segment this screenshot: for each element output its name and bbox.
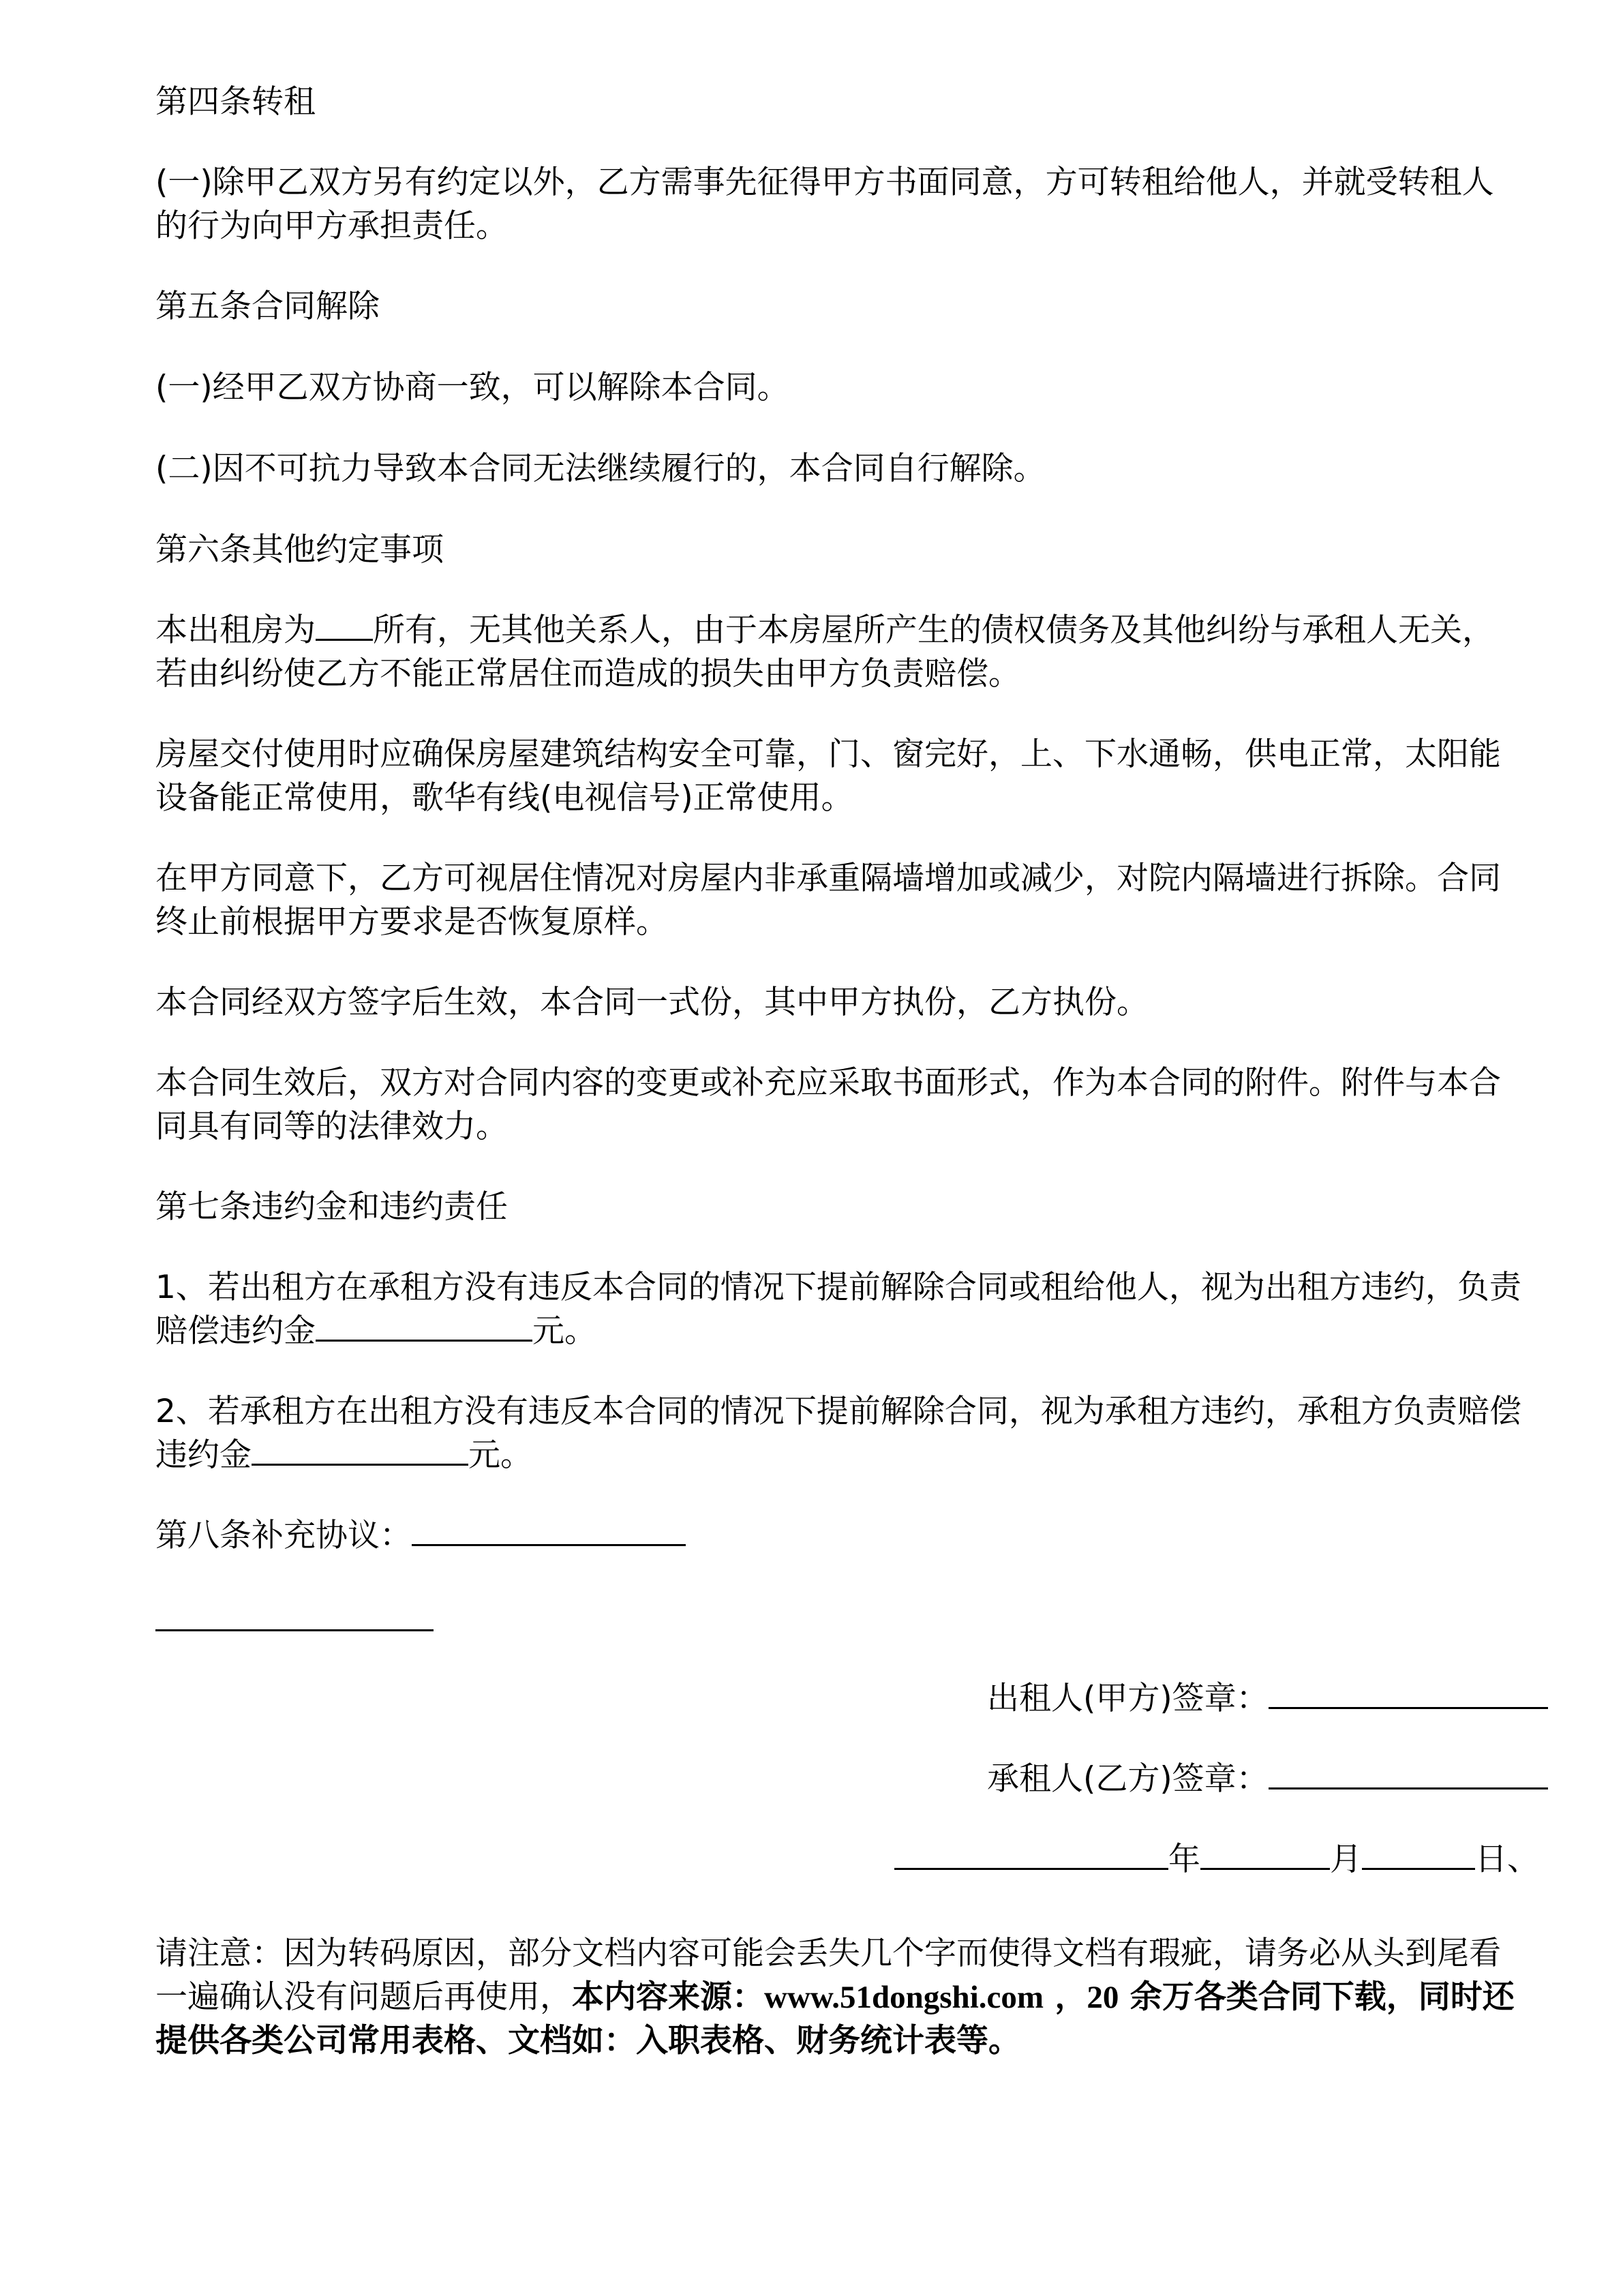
notice-text-d: ， <box>1044 1978 1087 2016</box>
article7-p1-text-b: 元。 <box>532 1312 596 1350</box>
article7-title: 第七条违约金和违约责任 <box>155 1188 508 1226</box>
article4-p1-line2: 的行为向甲方承担责任。 <box>155 207 508 245</box>
article7-p2-text-a: 违约金 <box>155 1436 252 1474</box>
article6-p1-line1 <box>155 609 1560 652</box>
article6-p3-line1: 在甲方同意下，乙方可视居住情况对房屋内非承重隔墙增加或减少，对院内隔墙进行拆除。合同 <box>155 860 1501 897</box>
penalty-amount-blank-2[interactable] <box>252 1434 468 1466</box>
supplement-continuation-line[interactable] <box>155 1629 434 1631</box>
notice-text-f: 余万各类合同下载，同时还 <box>1119 1978 1515 2016</box>
article5-title: 第五条合同解除 <box>155 288 380 325</box>
article7-p2-line1: 2、若承租方在出租方没有违反本合同的情况下提前解除合同，视为承租方违约，承租方负责赔偿 <box>155 1393 1521 1430</box>
notice-line3: 提供各类公司常用表格、文档如：入职表格、财务统计表等。 <box>155 2022 1020 2059</box>
year-blank[interactable] <box>894 1838 1168 1870</box>
article6-p5-line2: 同具有同等的法律效力。 <box>155 1108 508 1145</box>
article6-p1-text-b: 所有，无其他关系人，由于本房屋所产生的债权债务及其他纠纷与承租人无关， <box>373 611 1494 649</box>
lessee-signature-line <box>987 1757 1548 1801</box>
article7-p1-line2 <box>155 1310 1560 1353</box>
penalty-amount-blank-1[interactable] <box>316 1310 532 1342</box>
article6-title: 第六条其他约定事项 <box>155 531 444 569</box>
article6-p1-line2: 若由纠纷使乙方不能正常居住而造成的损失由甲方负责赔偿。 <box>155 655 1020 693</box>
article7-p1-text-a: 赔偿违约金 <box>155 1312 316 1350</box>
article6-p3-line2: 终止前根据甲方要求是否恢复原样。 <box>155 903 668 941</box>
month-blank[interactable] <box>1200 1838 1330 1870</box>
year-label: 年 <box>1168 1841 1200 1878</box>
notice-line2 <box>155 1976 1560 2019</box>
article7-p1-line1: 1、若出租方在承租方没有违反本合同的情况下提前解除合同或租给他人，视为出租方违约，负责 <box>155 1269 1521 1306</box>
day-label: 日、 <box>1475 1841 1539 1878</box>
lessor-signature-line <box>987 1677 1548 1721</box>
article5-p1: (一)经甲乙双方协商一致，可以解除本合同。 <box>155 369 789 406</box>
source-url-link[interactable]: www.51dongshi.com <box>764 1980 1044 2015</box>
month-label: 月 <box>1330 1841 1362 1878</box>
article5-p2: (二)因不可抗力导致本合同无法继续履行的，本合同自行解除。 <box>155 450 1046 487</box>
article7-p2-text-b: 元。 <box>468 1436 532 1474</box>
notice-count: 20 <box>1087 1980 1119 2015</box>
lessee-signature-label: 承租人(乙方)签章： <box>987 1760 1269 1798</box>
article6-p2-line1: 房屋交付使用时应确保房屋建筑结构安全可靠，门、窗完好，上、下水通畅，供电正常，太阳能 <box>155 736 1501 773</box>
notice-line1: 请注意：因为转码原因，部分文档内容可能会丢失几个字而使得文档有瑕疵，请务必从头到尾看 <box>155 1935 1501 1972</box>
notice-text-a: 一遍确认没有问题后再使用， <box>155 1978 572 2016</box>
article4-title: 第四条转租 <box>155 83 316 121</box>
lessor-signature-label: 出租人(甲方)签章： <box>987 1680 1269 1717</box>
article6-p2-line2: 设备能正常使用，歌华有线(电视信号)正常使用。 <box>155 779 853 817</box>
lessor-signature-blank[interactable] <box>1269 1677 1548 1709</box>
lessee-signature-blank[interactable] <box>1269 1757 1548 1789</box>
article6-p4: 本合同经双方签字后生效，本合同一式份，其中甲方执份，乙方执份。 <box>155 984 1149 1021</box>
article8-title: 第八条补充协议： <box>155 1517 412 1554</box>
owner-blank[interactable] <box>316 609 373 641</box>
article4-p1-line1: (一)除甲乙双方另有约定以外，乙方需事先征得甲方书面同意，方可转租给他人，并就受转租人 <box>155 164 1494 201</box>
day-blank[interactable] <box>1362 1838 1475 1870</box>
article8-line <box>155 1514 1560 1558</box>
supplement-blank[interactable] <box>412 1514 686 1546</box>
article6-p1-text-a: 本出租房为 <box>155 611 316 649</box>
notice-source-label: 本内容来源： <box>572 1978 764 2016</box>
article6-p5-line1: 本合同生效后，双方对合同内容的变更或补充应采取书面形式，作为本合同的附件。附件与本合 <box>155 1064 1501 1102</box>
article7-p2-line2 <box>155 1434 1560 1477</box>
date-line <box>894 1838 1539 1882</box>
